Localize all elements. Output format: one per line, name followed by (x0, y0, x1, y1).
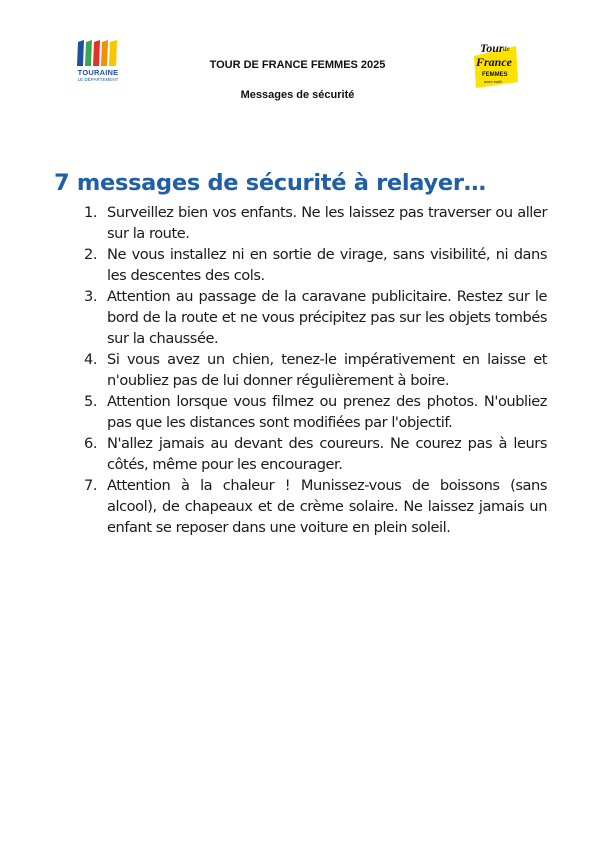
item-number: 4. (84, 351, 98, 368)
logo-line-tour: Tour (480, 41, 504, 55)
list-item (72, 475, 547, 538)
item-text: Attention au passage de la caravane publicitaire. Restez sur le bord de la route et ne vous précipitez pas sur les objets tombés sur la chaussée. (107, 288, 547, 347)
item-number: 3. (84, 288, 98, 305)
touraine-logo-text: TOURAINE (77, 68, 119, 77)
logo-line-femmes: FEMMES (482, 72, 508, 78)
item-text: Si vous avez un chien, tenez-le impérativement en laisse et n'oubliez pas de lui donner régulièrement à boire. (107, 351, 547, 389)
item-text: Attention lorsque vous filmez ou prenez des photos. N'oubliez pas que les distances sont modifiées par l'objectif. (107, 393, 547, 431)
tour-de-france-femmes-logo (470, 38, 520, 90)
logo-line-france: France (476, 55, 512, 69)
item-text: Ne vous installez ni en sortie de virage, sans visibilité, ni dans les descentes des cols. (107, 246, 547, 284)
safety-messages-list (72, 202, 547, 538)
item-number: 1. (84, 204, 98, 221)
list-item (72, 202, 547, 244)
logo-line-sponsor: avec zwift (484, 79, 502, 84)
tour-de-france-logo-mark (470, 38, 520, 90)
main-heading: 7 messages de sécurité à relayer… (54, 170, 486, 196)
item-number: 5. (84, 393, 98, 410)
document-subtitle: Messages de sécurité (240, 89, 355, 101)
item-text: N'allez jamais au devant des coureurs. Ne courez pas à leurs côtés, même pour les encourager. (107, 435, 547, 473)
item-number: 6. (84, 435, 98, 452)
logo-line-de: de (503, 45, 510, 53)
item-number: 7. (84, 477, 98, 494)
list-item (72, 244, 547, 286)
touraine-logo-mark (72, 38, 124, 68)
list-item (72, 433, 547, 475)
touraine-logo (72, 38, 124, 88)
list-item (72, 349, 547, 391)
document-title: TOUR DE FRANCE FEMMES 2025 (209, 59, 386, 71)
touraine-logo-subtext: LE DÉPARTEMENT (77, 77, 119, 82)
list-item (72, 391, 547, 433)
item-text: Surveillez bien vos enfants. Ne les laissez pas traverser ou aller sur la route. (107, 204, 547, 242)
item-number: 2. (84, 246, 98, 263)
list-item (72, 286, 547, 349)
item-text: Attention à la chaleur ! Munissez-vous de boissons (sans alcool), de chapeaux et de crème solaire. Ne laissez jamais un enfant se reposer dans une voiture en plein soleil. (107, 477, 547, 536)
